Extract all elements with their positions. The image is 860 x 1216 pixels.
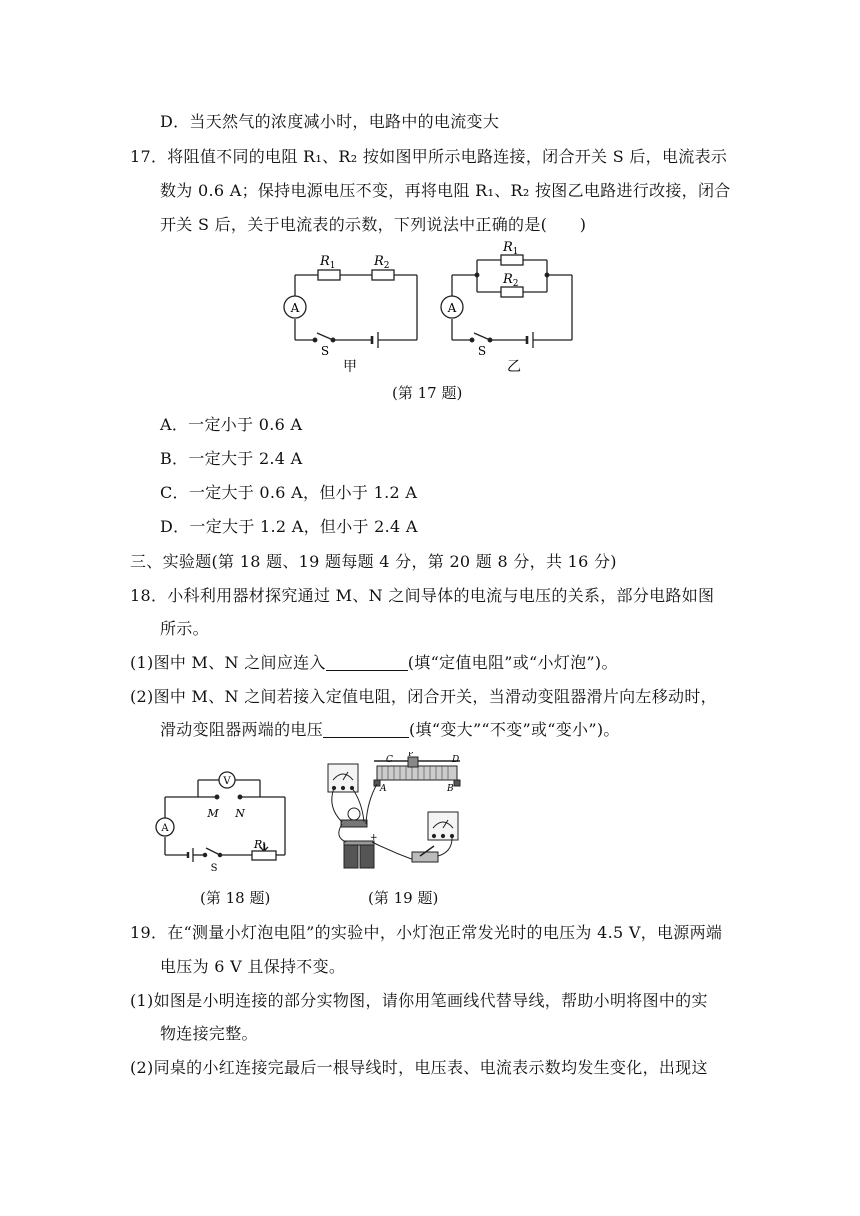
q18-sub2-line2	[160, 718, 620, 742]
q17-option-b: B．一定大于 2.4 A	[160, 449, 303, 468]
r-label: R1	[254, 838, 268, 852]
terminal-b-label: B	[447, 784, 454, 794]
bulb	[348, 808, 360, 820]
q18-stem-line1: 18．小科利用器材探究通过 M、N 之间导体的电流与电压的关系，部分电路如图	[130, 586, 715, 605]
q18-sub1-text: (1)图中 M、N 之间应连入	[130, 653, 326, 672]
q17-stem-line3: 开关 S 后，关于电流表的示数，下列说法中正确的是( )	[160, 215, 587, 234]
resistor-r2	[372, 270, 394, 280]
switch-label: S	[210, 863, 218, 874]
ammeter-label: A	[161, 823, 169, 834]
q18-sub2-line1: (2)图中 M、N 之间若接入定值电阻，闭合开关，当滑动变阻器滑片向左移动时，	[130, 687, 717, 706]
r2-label: $R_2$	[374, 254, 390, 271]
rheostat-body	[252, 851, 276, 860]
q18-sub1-hint: (填“定值电阻”或“小灯泡”)。	[407, 653, 618, 672]
q17-stem-line1: 17．将阻值不同的电阻 R₁、R₂ 按如图甲所示电路连接，闭合开关 S 后，电流表示	[130, 147, 728, 166]
r1-label: $R_1$	[320, 254, 336, 271]
q17-circuit-yi	[437, 240, 582, 380]
answer-blank-q18-1[interactable]	[326, 652, 408, 671]
switch-label: S	[477, 344, 487, 358]
switch-blade	[317, 333, 333, 340]
q19-sub2-line1: (2)同桌的小红连接完最后一根导线时，电压表、电流表示数均发生变化，出现这	[130, 1058, 708, 1077]
terminal-d-label: D	[452, 755, 460, 765]
q17-circuit-jia	[280, 240, 430, 380]
q17-figure-caption: (第 17 题)	[392, 384, 463, 402]
voltmeter-label: V	[223, 776, 231, 787]
terminal-c-label: C	[386, 755, 393, 765]
battery-plus-label: +	[370, 833, 378, 843]
q19-sub1-line1: (1)如图是小明连接的部分实物图，请你用笔画线代替导线，帮助小明将图中的实	[130, 991, 708, 1010]
battery-cell-2	[360, 844, 374, 868]
q18-stem-line2: 所示。	[160, 619, 209, 638]
q18-sub2-hint: (填“变大”“不变”或“变小”)。	[409, 720, 620, 739]
ammeter-label: A	[447, 301, 457, 315]
q18-circuit	[150, 770, 300, 880]
q17-option-c: C．一定大于 0.6 A，但小于 1.2 A	[160, 483, 418, 502]
q17-stem-line2: 数为 0.6 A；保持电源电压不变，再将电阻 R₁、R₂ 按图乙电路进行改接，闭合	[160, 181, 731, 200]
q19-sub1-line2: 物连接完整。	[160, 1024, 258, 1043]
n-label: N	[235, 807, 245, 820]
battery-cell-1	[344, 844, 358, 868]
rheostat-coil	[377, 766, 457, 780]
ammeter-label: A	[290, 301, 300, 315]
q17-option-d: D．一定大于 1.2 A，但小于 2.4 A	[160, 517, 418, 536]
knife-switch	[412, 852, 438, 862]
q18-sub2-text: 滑动变阻器两端的电压	[160, 720, 324, 739]
resistor-r1	[318, 270, 340, 280]
q19-stem-line1: 19．在“测量小灯泡电阻”的实验中，小灯泡正常发光时的电压为 4.5 V，电源两端	[130, 923, 723, 942]
q17-option-a: A．一定小于 0.6 A	[160, 415, 303, 434]
q18-figure-caption: (第 18 题)	[200, 889, 271, 907]
q16-option-d: D．当天然气的浓度减小时，电路中的电流变大	[160, 112, 500, 131]
r2-label: $R_2$	[503, 272, 519, 289]
m-label: M	[207, 807, 219, 820]
figure-jia-label: 甲	[343, 359, 357, 375]
q19-stem-line2: 电压为 6 V 且保持不变。	[160, 957, 346, 976]
q18-sub1	[130, 651, 618, 675]
slider-p-label: P	[408, 752, 414, 758]
q19-apparatus	[322, 752, 472, 882]
section3-heading: 三、实验题(第 18 题、19 题每题 4 分，第 20 题 8 分，共 16 分)	[130, 552, 617, 571]
r1-label: $R_1$	[503, 240, 519, 257]
terminal-a-label: A	[380, 784, 387, 794]
figure-yi-label: 乙	[507, 359, 521, 375]
switch-label: S	[320, 344, 330, 358]
answer-blank-q18-2[interactable]	[323, 719, 409, 738]
q19-figure-caption: (第 19 题)	[368, 889, 439, 907]
